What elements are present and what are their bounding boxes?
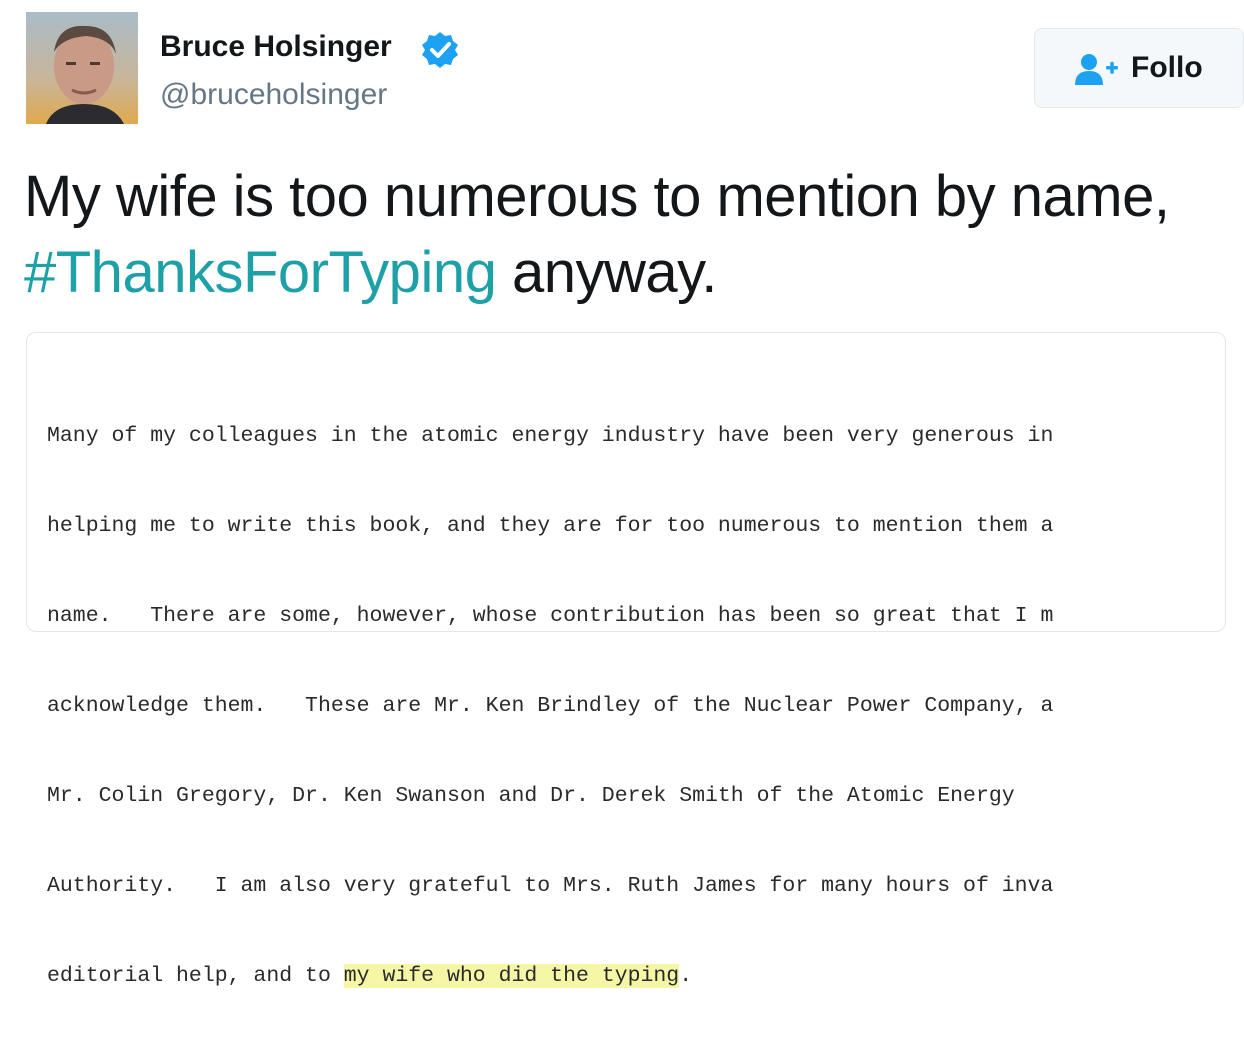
document-line: name. There are some, however, whose contribution has been so great that I m <box>47 604 1054 628</box>
document-line: helping me to write this book, and they are for too numerous to mention them a <box>47 514 1054 538</box>
follow-button-label: Follo <box>1131 51 1203 84</box>
hashtag-link[interactable]: #ThanksForTyping <box>24 240 497 305</box>
tweet-text-line-1: My wife is too numerous to mention by name, <box>24 164 1170 229</box>
tweet-text-line-2 <box>24 240 717 306</box>
tweet-image[interactable] <box>26 332 1226 988</box>
document-line-suffix: . <box>679 964 693 988</box>
follow-button[interactable] <box>1034 28 1244 108</box>
document-scan <box>47 361 1053 1051</box>
document-line-prefix: editorial help, and to <box>47 964 344 988</box>
verified-badge-icon <box>420 30 460 70</box>
add-user-icon <box>1073 53 1119 85</box>
highlighted-text: my wife who did the typing <box>343 964 680 988</box>
document-line: acknowledge them. These are Mr. Ken Brindley of the Nuclear Power Company, a <box>47 694 1054 718</box>
user-handle[interactable]: @bruceholsinger <box>160 78 388 111</box>
document-line: Authority. I am also very grateful to Mrs. Ruth James for many hours of inva <box>47 874 1054 898</box>
document-line-last <box>47 961 1053 991</box>
document-line: Mr. Colin Gregory, Dr. Ken Swanson and Dr. Derek Smith of the Atomic Energy <box>47 784 1015 808</box>
avatar[interactable] <box>26 12 138 124</box>
display-name[interactable]: Bruce Holsinger <box>160 30 392 63</box>
document-line: Many of my colleagues in the atomic energy industry have been very generous in <box>47 424 1054 448</box>
tweet-text-rest: anyway. <box>496 240 717 305</box>
